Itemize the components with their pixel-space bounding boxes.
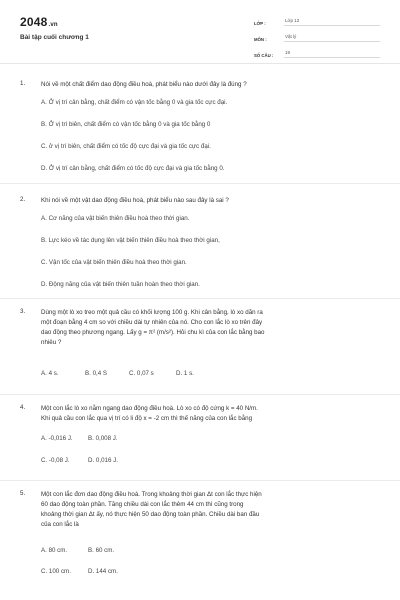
option-c[interactable]: C. -0,08 J. bbox=[41, 457, 70, 464]
question-5 bbox=[20, 490, 380, 575]
question-number: 2. bbox=[20, 196, 26, 203]
question-text-line: dao động theo phương ngang. Lấy g = π² (m/s²). Hỏi chu kì của con lắc bằng bao bbox=[41, 329, 265, 336]
question-number: 3. bbox=[20, 308, 26, 315]
question-divider bbox=[0, 394, 400, 395]
question-text-line: Khi quả cầu con lắc qua vị trí có li độ x = -2 cm thì thế năng của con lắc bằng bbox=[41, 415, 253, 422]
meta-row-class bbox=[254, 14, 380, 26]
question-text bbox=[41, 404, 380, 424]
question-3 bbox=[20, 308, 380, 377]
question-text-line: nhiêu ? bbox=[41, 339, 62, 346]
option-b[interactable]: B. Lực kéo về tác dụng lên vật biến thiên điều hoà theo thời gian, bbox=[41, 237, 220, 244]
option-row bbox=[41, 568, 118, 575]
option-c[interactable]: C. Vận tốc của vật biến thiên điều hoà theo thời gian. bbox=[41, 259, 187, 266]
meta-label: SỐ CÂU : bbox=[254, 53, 274, 58]
question-text-line: của con lắc là bbox=[41, 521, 79, 528]
option-d[interactable]: D. 144 cm. bbox=[88, 568, 118, 575]
question-text bbox=[41, 490, 380, 530]
option-d[interactable]: D. 0,016 J. bbox=[88, 457, 118, 464]
meta-panel bbox=[254, 14, 380, 62]
question-text-line: Một con lắc đơn dao động điều hoà. Trong khoảng thời gian Δt con lắc thực hiện bbox=[41, 491, 262, 498]
meta-value: 19 bbox=[284, 50, 380, 58]
option-a[interactable]: A. -0,016 J. bbox=[41, 435, 73, 442]
option-b[interactable]: B. Ở vị trí biên, chất điểm có vận tốc bằng 0 và gia tốc bằng 0 bbox=[41, 121, 211, 128]
question-text-line: Một con lắc lò xo nằm ngang dao động điều hoà. Lò xo có độ cứng k = 40 N/m. bbox=[41, 405, 258, 412]
question-1 bbox=[20, 80, 380, 172]
meta-row-subject bbox=[254, 30, 380, 42]
question-text-line: Dùng một lò xo treo một quả cầu có khối lượng 100 g. Khi cân bằng, lò xo dãn ra bbox=[41, 309, 263, 316]
option-c[interactable]: C. 0,07 s bbox=[129, 370, 154, 377]
header-divider bbox=[0, 63, 400, 64]
meta-value: Vật lý bbox=[284, 34, 380, 42]
question-divider bbox=[0, 480, 400, 481]
question-text bbox=[41, 308, 380, 348]
option-row bbox=[41, 435, 118, 442]
option-row bbox=[41, 457, 118, 464]
option-row bbox=[41, 370, 194, 377]
question-4 bbox=[20, 404, 380, 464]
question-text: Khi nói về một vật dao động điều hoà, phát biểu nào sau đây là sai ? bbox=[41, 197, 229, 204]
question-divider bbox=[0, 298, 400, 299]
option-c[interactable]: C. ở vị trí biên, chất điểm có tốc độ cực đại và gia tốc cực đại. bbox=[41, 143, 211, 150]
meta-label: MÔN : bbox=[254, 37, 267, 42]
question-text-line: khoảng thời gian Δt ấy, nó thực hiện 50 dao động toàn phần. Chiều dài ban đầu bbox=[41, 511, 260, 518]
option-b[interactable]: B. 0,4 S bbox=[85, 370, 108, 377]
logo-suffix: .vn bbox=[48, 22, 58, 28]
option-row bbox=[41, 547, 114, 554]
question-number: 4. bbox=[20, 404, 26, 411]
meta-value: Lớp 12 bbox=[284, 18, 380, 26]
option-a[interactable]: A. 4 s. bbox=[41, 370, 59, 377]
meta-row-count bbox=[254, 46, 380, 58]
option-a[interactable]: A. Cơ năng của vật biến thiên điều hoà theo thời gian. bbox=[41, 215, 190, 222]
document-title: Bài tập cuối chương 1 bbox=[20, 34, 89, 41]
meta-label: LỚP : bbox=[254, 21, 266, 26]
logo-main: 2048 bbox=[20, 15, 48, 29]
site-logo[interactable] bbox=[20, 15, 58, 29]
option-a[interactable]: A. Ở vị trí cân bằng, chất điểm có vận tốc bằng 0 và gia tốc cực đại. bbox=[41, 99, 228, 106]
option-d[interactable]: D. Ở vị trí cân bằng, chất điểm có tốc độ cực đại và gia tốc bằng 0. bbox=[41, 165, 225, 172]
option-a[interactable]: A. 80 cm. bbox=[41, 547, 68, 554]
option-d[interactable]: D. Động năng của vật biến thiên tuần hoàn theo thời gian. bbox=[41, 281, 200, 288]
option-b[interactable]: B. 60 cm. bbox=[88, 547, 115, 554]
question-text-line: 60 dao động toàn phần. Tăng chiều dài con lắc thêm 44 cm thì cũng trong bbox=[41, 501, 244, 508]
option-c[interactable]: C. 100 cm. bbox=[41, 568, 71, 575]
option-b[interactable]: B. 0,008 J. bbox=[88, 435, 118, 442]
question-divider bbox=[0, 183, 400, 184]
document-header bbox=[0, 0, 400, 62]
question-number: 1. bbox=[20, 80, 26, 87]
question-text-line: một đoạn bằng 4 cm so với chiều dài tự nhiên của nó. Cho con lắc lò xo trên đây bbox=[41, 319, 263, 326]
question-number: 5. bbox=[20, 490, 26, 497]
option-d[interactable]: D. 1 s. bbox=[176, 370, 194, 377]
question-text: Nói về một chất điểm dao động điều hoà, phát biểu nào dưới đây là đúng ? bbox=[41, 81, 247, 88]
question-2 bbox=[20, 196, 380, 288]
